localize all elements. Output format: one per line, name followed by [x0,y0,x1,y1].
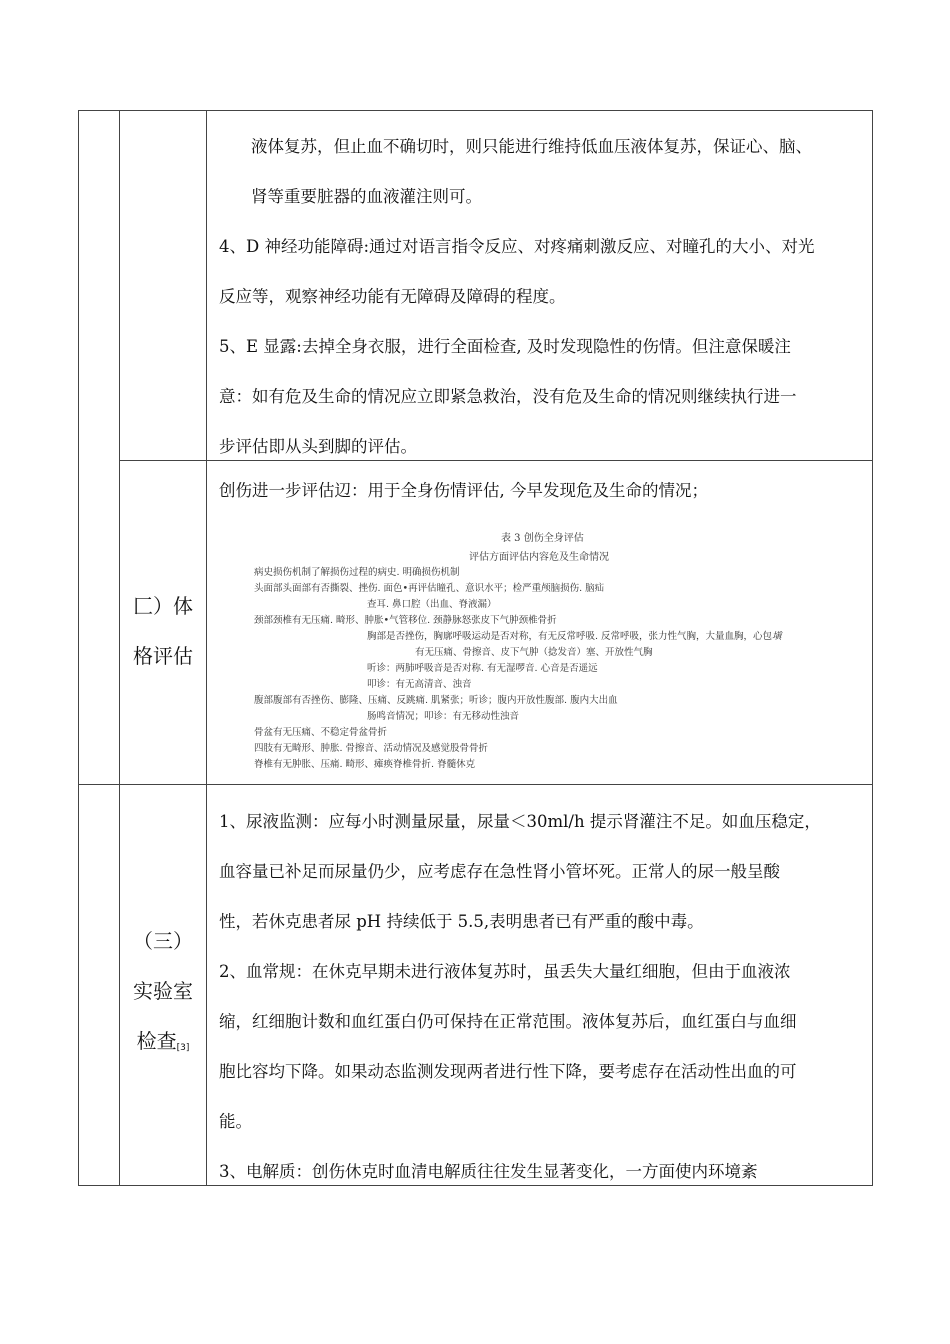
text-line: 肾等重要脏器的血液灌注则可。 [251,187,482,206]
text-line: 3、电解质：创伤休克时血清电解质往往发生显著变化，一方面使内环境紊 [219,1162,758,1181]
table-line: 有无压痛、骨擦音、皮下气肿（捻发音）塞、开放性气胸 [415,647,653,658]
table-line: 骨盆有无压痛、不稳定骨盆骨折 [254,727,388,738]
row-divider-2 [79,784,872,785]
label-line: 实验室 [133,979,193,1003]
label-line: （三） [133,929,193,953]
table-line: 查耳. 鼻口腔（出血、脊液漏） [367,599,497,610]
content-table [78,110,873,1186]
table-line: 头面部头面部有否撕裂、挫伤. 面色•再评估瞳孔、意识水平；检严重颅脑损伤. 脑疝 [254,583,605,594]
table-title: 表 3 创伤全身评估 [501,533,584,544]
section-label-physical-exam [120,581,206,681]
text-line: 缩，红细胞计数和血红蛋白仍可保持在正常范围。液体复苏后，血红蛋白与血细 [219,1012,797,1031]
text-line: 液体复苏，但止血不确切时，则只能进行维持低血压液体复苏，保证心、脑、 [251,137,812,156]
citation-ref: [3] [176,1043,190,1053]
table-line-text: 胸部是否挫伤，胸廓呼吸运动是否对称，有无反常呼吸. 反常呼吸，张力性气胸，大量血胸，心包 [367,631,773,642]
label-text: 检查 [136,1029,177,1053]
label-line: 格评估 [133,644,193,668]
table-line: 病史损伤机制了解损伤过程的病史. 明确损伤机制 [254,567,460,578]
text-line: 步评估即从头到脚的评估。 [219,437,417,456]
text-line: 4、D 神经功能障碍:通过对语言指令反应、对疼痛刺激反应、对瞳孔的大小、对光 [219,237,815,256]
table-line: 叩诊：有无高清音、浊音 [367,679,472,690]
table-line: 颈部颈椎有无压痛. 畸形、肿胀•气管移位. 颈静脉怒张皮下气肿颈椎骨折 [254,615,557,626]
text-line: 反应等，观察神经功能有无障碍及障碍的程度。 [219,287,566,306]
label-line: 匚）体 [133,594,193,618]
text-line: 1、尿液监测：应每小时测量尿量，尿量＜30ml/h 提示肾灌注不足。如血压稳定， [219,812,821,831]
table-line [367,628,782,642]
text-line: 2、血常规：在休克早期未进行液体复苏时，虽丢失大量红细胞，但由于血液浓 [219,962,791,981]
text-line: 意：如有危及生命的情况应立即紧急救治，没有危及生命的情况则继续执行进一 [219,387,797,406]
table-line-suffix: 塡 [772,631,782,642]
text-line: 性，若休克患者尿 pH 持续低于 5.5,表明患者已有严重的酸中毒。 [219,912,704,931]
text-line: 能。 [219,1112,252,1131]
table-line: 脊椎有无肿胀、压痛. 畸形、瘫痪脊椎骨折. 脊髓休克 [254,759,476,770]
table-line: 肠鸣音情况；叩诊：有无移动性浊音 [367,711,520,722]
table-header: 评估方面评估内容危及生命情况 [469,552,609,563]
table-line: 听诊：两肺呼吸音是否对称. 有无湿啰音. 心音是否遥远 [367,663,598,674]
text-line: 5、E 显露:去掉全身衣服，进行全面检查, 及时发现隐性的伤情。但注意保暖注 [219,337,791,356]
table-line: 四肢有无畸形、肿胀. 骨擦音、活动情况及感觉股骨骨折 [254,743,489,754]
text-line: 血容量已补足而尿量仍少，应考虑存在急性肾小管坏死。正常人的尿一般呈酸 [219,862,780,881]
column-divider-2 [206,111,207,1185]
label-line [120,1016,206,1073]
section-intro: 创伤进一步评估辺：用于全身伤情评估, 今早发现危及生命的情况； [219,481,708,500]
row-divider-1 [119,460,872,461]
table-line: 腹部腹部有否挫伤、膨隆、压痛、反跳痛. 肌紧张；听诊；腹内开放性腹部. 腹内大出血 [254,695,618,706]
text-line: 胞比容均下降。如果动态监测发现两者进行性下降，要考虑存在活动性出血的可 [219,1062,797,1081]
section-label-lab-tests [120,916,206,1073]
